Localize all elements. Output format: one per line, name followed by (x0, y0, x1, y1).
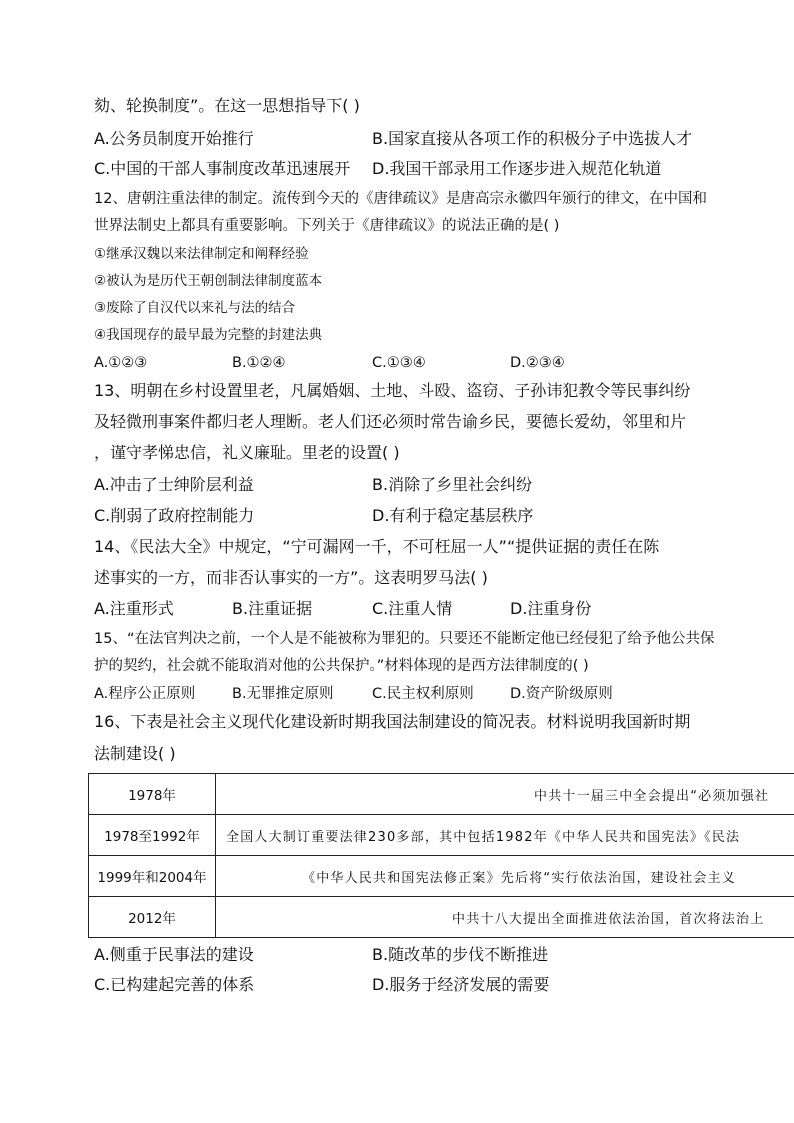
table-content-cell: 中共十八大提出全面推进依法治国，首次将法治上 (216, 897, 794, 938)
q11-option-b[interactable]: B.国家直接从各项工作的积极分子中选拔人才 (372, 129, 693, 148)
table-year-cell: 1999年和2004年 (89, 856, 216, 897)
q16-option-b[interactable]: B.随改革的步伐不断推进 (372, 945, 549, 964)
table-content-cell: 中共十一届三中全会提出“必须加强社 (216, 774, 794, 815)
q15-option-c[interactable]: C.民主权利原则 (372, 686, 474, 702)
table-row (89, 897, 794, 938)
q13-stem-line3: ，谨守孝悌忠信，礼义廉耻。里老的设置( ) (94, 443, 400, 462)
q16-option-c[interactable]: C.已构建起完善的体系 (94, 975, 255, 994)
q14-stem-line1: 14、《民法大全》中规定，“宁可漏网一千，不可枉屈一人”“提供证据的责任在陈 (94, 537, 660, 556)
q13-option-c[interactable]: C.削弱了政府控制能力 (94, 506, 255, 525)
q14-option-b[interactable]: B.注重证据 (232, 599, 313, 618)
q12-item-2: ②被认为是历代王朝创制法律制度蓝本 (94, 273, 323, 289)
q11-option-c[interactable]: C.中国的干部人事制度改革迅速展开 (94, 159, 351, 178)
q13-option-b[interactable]: B.消除了乡里社会纠纷 (372, 475, 533, 494)
q11-stem-tail: 劾、轮换制度”。在这一思想指导下( ) (94, 96, 360, 115)
q16-stem-line2: 法制建设( ) (94, 744, 176, 763)
q12-item-1: ①继承汉魏以来法律制定和阐释经验 (94, 246, 309, 262)
q15-option-a[interactable]: A.程序公正原则 (94, 686, 196, 702)
q13-stem-line1: 13、明朝在乡村设置里老，凡属婚姻、土地、斗殴、盗窃、子孙讳犯教令等民事纠纷 (94, 381, 691, 400)
q13-option-a[interactable]: A.冲击了士绅阶层利益 (94, 475, 254, 494)
q15-option-d[interactable]: D.资产阶级原则 (510, 686, 613, 702)
legal-construction-table (88, 773, 794, 938)
q13-stem-line2: 及轻微刑事案件都归老人理断。老人们还必须时常告谕乡民，要德长爱幼，邻里和片 (94, 412, 687, 431)
q11-option-a[interactable]: A.公务员制度开始推行 (94, 129, 254, 148)
q16-option-d[interactable]: D.服务于经济发展的需要 (372, 975, 550, 994)
q14-option-d[interactable]: D.注重身份 (510, 599, 592, 618)
table-content-cell: 《中华人民共和国宪法修正案》先后将“实行依法治国，建设社会主义 (216, 856, 794, 897)
q14-option-a[interactable]: A.注重形式 (94, 599, 174, 618)
q16-stem-line1: 16、下表是社会主义现代化建设新时期我国法制建设的简况表。材料说明我国新时期 (94, 712, 691, 731)
q15-stem-line2: 护的契约，社会就不能取消对他的公共保护。”材料体现的是西方法律制度的( ) (94, 658, 589, 674)
q12-item-3: ③废除了自汉代以来礼与法的结合 (94, 300, 296, 316)
q12-option-d[interactable]: D.②③④ (510, 355, 565, 371)
q16-option-a[interactable]: A.侧重于民事法的建设 (94, 945, 254, 964)
q12-option-a[interactable]: A.①②③ (94, 355, 148, 371)
table-row (89, 815, 794, 856)
q12-option-b[interactable]: B.①②④ (232, 355, 286, 371)
q15-option-b[interactable]: B.无罪推定原则 (232, 686, 334, 702)
table-year-cell: 1978至1992年 (89, 815, 216, 856)
q14-stem-line2: 述事实的一方，而非否认事实的一方”。这表明罗马法( ) (94, 568, 488, 587)
q14-option-c[interactable]: C.注重人情 (372, 599, 453, 618)
q15-stem-line1: 15、“在法官判决之前，一个人是不能被称为罪犯的。只要还不能断定他已经侵犯了给予他公共保 (94, 631, 715, 647)
table-row (89, 856, 794, 897)
q12-option-c[interactable]: C.①③④ (372, 355, 426, 371)
table-row (89, 774, 794, 815)
q12-stem-line2: 世界法制史上都具有重要影响。下列关于《唐律疏议》的说法正确的是( ) (94, 218, 560, 234)
table-content-cell: 全国人大制订重要法律230多部，其中包括1982年《中华人民共和国宪法》《民法 (216, 815, 794, 856)
table-year-cell: 2012年 (89, 897, 216, 938)
q13-option-d[interactable]: D.有利于稳定基层秩序 (372, 506, 534, 525)
q11-option-d[interactable]: D.我国干部录用工作逐步进入规范化轨道 (372, 159, 662, 178)
table-year-cell: 1978年 (89, 774, 216, 815)
q12-item-4: ④我国现存的最早最为完整的封建法典 (94, 327, 323, 343)
q12-stem-line1: 12、唐朝注重法律的制定。流传到今天的《唐律疏议》是唐高宗永徽四年颁行的律文，在中国和 (94, 191, 707, 207)
